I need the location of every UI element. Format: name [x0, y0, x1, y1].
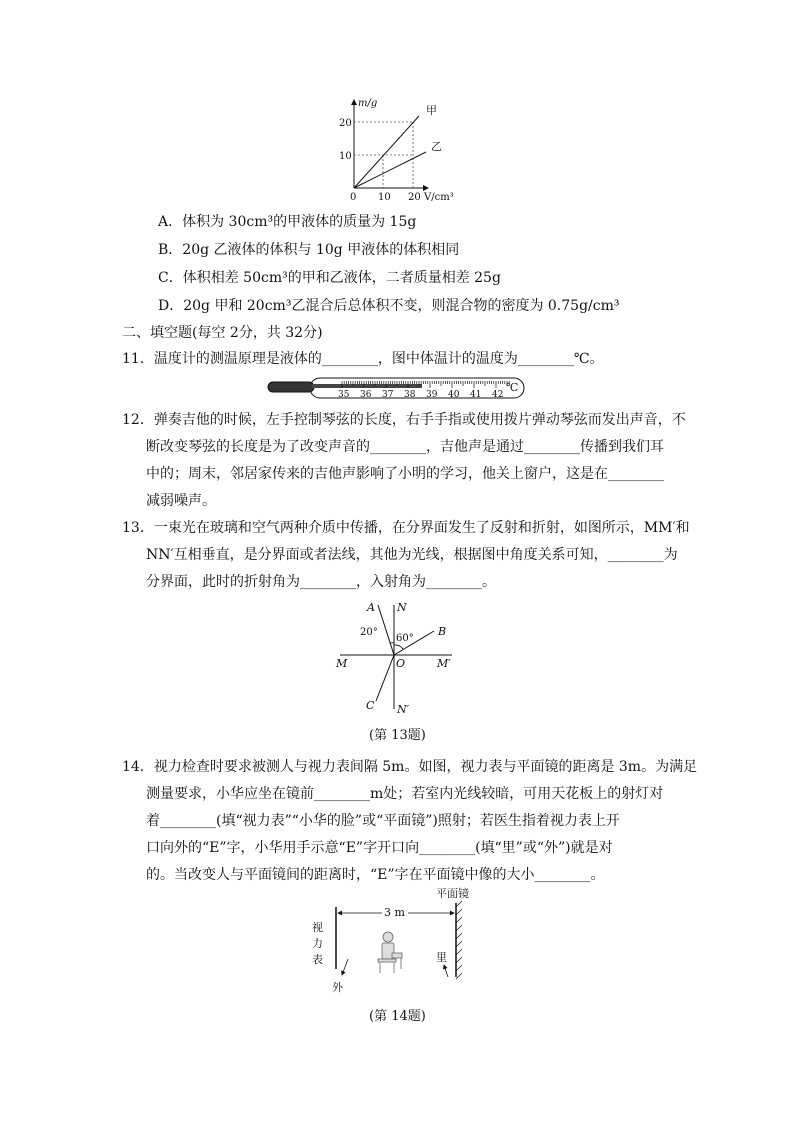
- label-m-prime: M′: [437, 657, 451, 670]
- thermometer-tick-42: 42: [492, 390, 504, 400]
- in-label: 里: [436, 951, 447, 964]
- thermometer-unit: ℃: [506, 381, 519, 394]
- thermometer-tick-40: 40: [448, 390, 460, 400]
- label-o: O: [396, 657, 406, 670]
- section-title: 二、填空题(每空 2分，共 32分): [122, 325, 323, 341]
- chart-label: 视力表: [312, 921, 323, 966]
- distance-label: 3 m: [384, 906, 405, 919]
- q12-line1: 12．弹奏吉他的时候，左手控制琴弦的长度，右手手指或使用拨片弹动琴弦而发出声音，不: [122, 412, 686, 428]
- y-axis-label: m/g: [358, 98, 378, 109]
- q10-option-b: B．20g 乙液体的体积与 10g 甲液体的体积相同: [158, 242, 460, 258]
- q10-option-a: A．体积为 30cm³的甲液体的质量为 15g: [158, 214, 417, 230]
- q14-line4: 口向外的“E”字，小华用手示意“E”字开口向________(填“里”或“外”)就是对: [146, 840, 613, 856]
- q14-line2: 测量要求，小华应坐在镜前________m处；若室内光线较暗，可用天花板上的射灯对: [146, 786, 664, 802]
- refraction-diagram: [334, 597, 462, 719]
- x-tick-10: 10: [378, 192, 391, 203]
- q10-option-d: D．20g 甲和 20cm³乙混合后总体积不变，则混合物的密度为 0.75g/cm³: [158, 298, 620, 314]
- q12-line4: 减弱噪声。: [146, 493, 216, 509]
- q13-line3: 分界面，此时的折射角为________，入射角为________。: [146, 574, 496, 590]
- x-axis-label: V/cm³: [424, 192, 454, 203]
- q12-line3: 中的；周末，邻居家传来的吉他声影响了小明的学习，他关上窗户，这是在________: [146, 466, 664, 482]
- y-tick-20: 20: [339, 118, 352, 129]
- label-a: A: [367, 601, 375, 614]
- label-n: N: [397, 601, 407, 614]
- thermometer-tick-37: 37: [382, 390, 394, 400]
- label-b: B: [438, 625, 447, 638]
- q12-line2: 断改变琴弦的长度是为了改变声音的________，吉他声是通过________传播到我们耳: [146, 439, 664, 455]
- label-n-prime: N′: [397, 703, 410, 716]
- thermometer-tick-39: 39: [426, 390, 438, 400]
- series-jia-line: [354, 116, 419, 188]
- x-tick-20: 20: [408, 192, 421, 203]
- mirror-label: 平面镜: [436, 887, 469, 900]
- q13-line1: 13．一束光在玻璃和空气两种介质中传播，在分界面发生了反射和折射，如图所示，MM′和: [122, 520, 690, 536]
- origin-label: 0: [350, 192, 357, 203]
- out-label: 外: [332, 981, 343, 994]
- q13-caption: (第 13题): [369, 728, 426, 743]
- q14-caption: (第 14题): [369, 1009, 426, 1024]
- q14-line5: 的。当改变人与平面镜间的距离时，“E”字在平面镜中像的大小________。: [146, 867, 605, 883]
- series-yi-line: [354, 152, 426, 188]
- thermometer-tick-41: 41: [470, 390, 482, 400]
- in-arrow: [444, 965, 448, 977]
- series-yi-label: 乙: [431, 140, 442, 153]
- thermometer-tick-36: 36: [360, 390, 372, 400]
- ray-ao: [378, 605, 394, 655]
- q13-line2: NN′互相垂直，是分界面或者法线，其他为光线，根据图中角度关系可知，________为: [146, 547, 678, 563]
- label-c: C: [366, 699, 375, 712]
- y-tick-10: 10: [339, 151, 352, 162]
- person-icon: [378, 932, 402, 973]
- q14-line3: 着________(填“视力表”“小华的脸”或“平面镜”)照射；若医生指着视力表上开: [146, 813, 620, 829]
- thermometer-tick-38: 38: [404, 390, 416, 400]
- eye-test-diagram: [308, 885, 490, 1000]
- q11-text: 11．温度计的测温原理是液体的________，图中体温计的温度为________℃。: [122, 351, 604, 367]
- series-jia-label: 甲: [426, 104, 437, 117]
- thermometer-tick-35: 35: [338, 390, 350, 400]
- label-m: M: [336, 657, 348, 670]
- angle-60: 60°: [396, 633, 414, 644]
- angle-20: 20°: [360, 627, 378, 638]
- q10-option-c: C．体积相差 50cm³的甲和乙液体，二者质量相差 25g: [158, 270, 501, 286]
- ray-oc: [376, 655, 394, 701]
- out-arrow: [342, 959, 348, 975]
- mass-volume-graph: [336, 94, 466, 206]
- thermometer: [266, 375, 528, 401]
- q14-line1: 14．视力检查时要求被测人与视力表间隔 5m。如图，视力表与平面镜的距离是 3m。为满足: [122, 759, 698, 775]
